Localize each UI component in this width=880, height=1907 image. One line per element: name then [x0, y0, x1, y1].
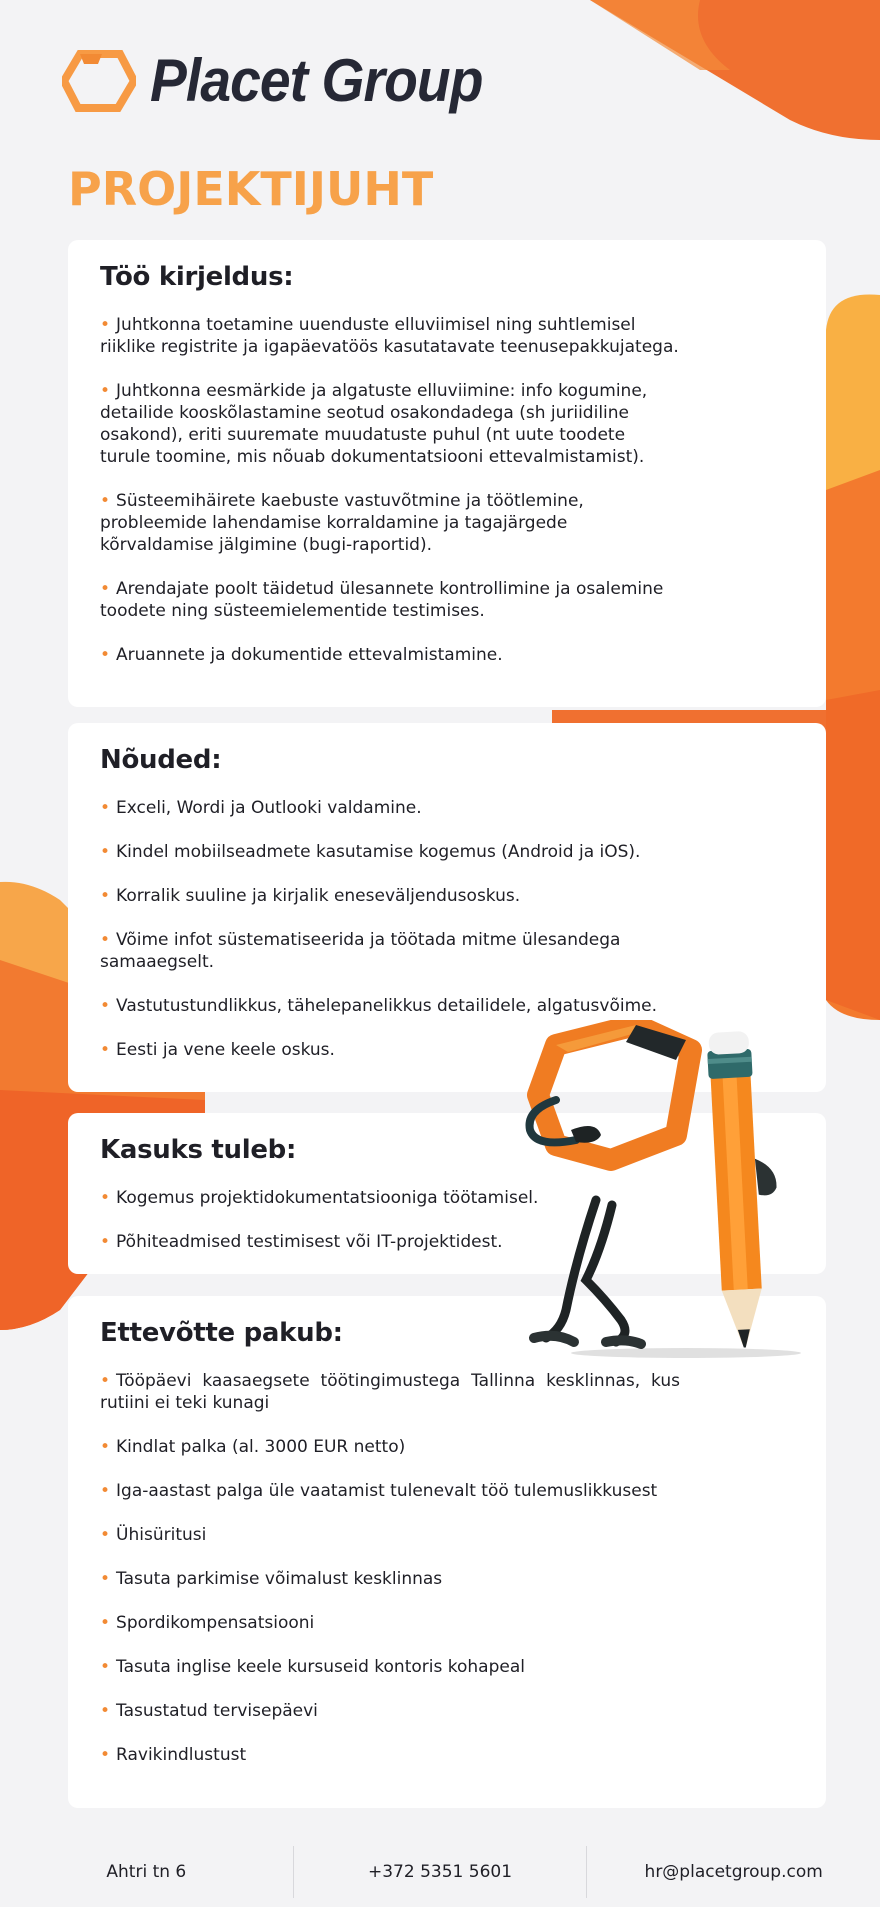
bullet-icon: •	[100, 1437, 111, 1457]
list-item: • Tasuta parkimise võimalust kesklinnas	[100, 1569, 443, 1589]
list-item: • Tasustatud tervisepäevi	[100, 1701, 318, 1721]
section-heading: Töö kirjeldus:	[100, 262, 294, 292]
company-offers-card	[68, 1296, 826, 1808]
bullet-icon: •	[100, 1657, 111, 1677]
bullet-icon: •	[100, 1040, 111, 1060]
list-item: • Exceli, Wordi ja Outlooki valdamine.	[100, 798, 422, 818]
list-item: • Võime infot süstematiseerida ja töötada mitme ülesandega samaaegselt.	[100, 930, 621, 972]
list-item: • Põhiteadmised testimisest või IT-projektidest.	[100, 1232, 503, 1252]
bullet-icon: •	[100, 1371, 111, 1391]
list-item: • Süsteemihäirete kaebuste vastuvõtmine ja töötlemine, probleemide lahendamise korraldamine ja tagajärgede kõrvaldamise jälgimine (bugi-raportid).	[100, 491, 584, 555]
pencil-mascot-illustration	[516, 1020, 806, 1360]
list-item: • Kindel mobiilseadmete kasutamise kogemus (Android ja iOS).	[100, 842, 641, 862]
list-item: • Tööpäevi kaasaegsete töötingimustega Tallinna kesklinnas, kus rutiini ei teki kunagi	[100, 1371, 680, 1413]
list-item: • Ühisüritusi	[100, 1525, 207, 1545]
list-item: • Iga-aastast palga üle vaatamist tulenevalt töö tulemuslikkusest	[100, 1481, 658, 1501]
section-heading: Nõuded:	[100, 745, 222, 775]
list-item: • Vastutustundlikkus, tähelepanelikkus detailidele, algatusvõime.	[100, 996, 657, 1016]
bullet-icon: •	[100, 491, 111, 511]
footer-phone[interactable]: +372 5351 5601	[367, 1862, 513, 1882]
bullet-icon: •	[100, 930, 111, 950]
list-item: • Juhtkonna toetamine uuenduste elluviimisel ning suhtlemisel riiklike registrite ja igapäevatöös kasutatavate teenusepakkujatega.	[100, 315, 679, 357]
bullet-icon: •	[100, 842, 111, 862]
bullet-icon: •	[100, 996, 111, 1016]
list-item: • Aruannete ja dokumentide ettevalmistamine.	[100, 645, 503, 665]
bullet-icon: •	[100, 1569, 111, 1589]
list-item: • Kogemus projektidokumentatsiooniga töötamisel.	[100, 1188, 539, 1208]
bullet-icon: •	[100, 1745, 111, 1765]
bullet-icon: •	[100, 1525, 111, 1545]
bullet-icon: •	[100, 1481, 111, 1501]
bullet-icon: •	[100, 579, 111, 599]
hexagon-logo-icon	[62, 50, 136, 112]
list-item: • Eesti ja vene keele oskus.	[100, 1040, 335, 1060]
bullet-icon: •	[100, 886, 111, 906]
list-item: • Tasuta inglise keele kursuseid kontoris kohapeal	[100, 1657, 525, 1677]
job-description-card	[68, 240, 826, 707]
list-item: • Korralik suuline ja kirjalik eneseväljendusoskus.	[100, 886, 521, 906]
brand-logo	[62, 47, 511, 114]
contact-footer	[0, 1846, 880, 1898]
bullet-icon: •	[100, 315, 111, 335]
section-heading: Ettevõtte pakub:	[100, 1318, 343, 1348]
list-item: • Juhtkonna eesmärkide ja algatuste elluviimine: info kogumine, detailide kooskõlastamine seotud osakondadega (sh juriidiline osakond), eriti suuremate muudatuste puhul (nt uute toodete turule toomine, mis nõuab dokumentatsiooni ettevalmistamist).	[100, 381, 648, 467]
footer-address: Ahtri tn 6	[106, 1862, 187, 1882]
page-title: PROJEKTIJUHT	[68, 162, 434, 216]
list-item: • Kindlat palka (al. 3000 EUR netto)	[100, 1437, 406, 1457]
list-item: • Spordikompensatsiooni	[100, 1613, 315, 1633]
bullet-icon: •	[100, 1701, 111, 1721]
section-heading: Kasuks tuleb:	[100, 1135, 297, 1165]
bullet-icon: •	[100, 645, 111, 665]
list-item: • Arendajate poolt täidetud ülesannete kontrollimine ja osalemine toodete ning süsteemielementide testimises.	[100, 579, 664, 621]
bullet-icon: •	[100, 1188, 111, 1208]
bullet-icon: •	[100, 1232, 111, 1252]
list-item: • Ravikindlustust	[100, 1745, 247, 1765]
bullet-icon: •	[100, 1613, 111, 1633]
bullet-icon: •	[100, 381, 111, 401]
bullet-icon: •	[100, 798, 111, 818]
footer-email[interactable]: hr@placetgroup.com	[644, 1862, 823, 1882]
brand-name: Placet Group	[150, 47, 483, 114]
